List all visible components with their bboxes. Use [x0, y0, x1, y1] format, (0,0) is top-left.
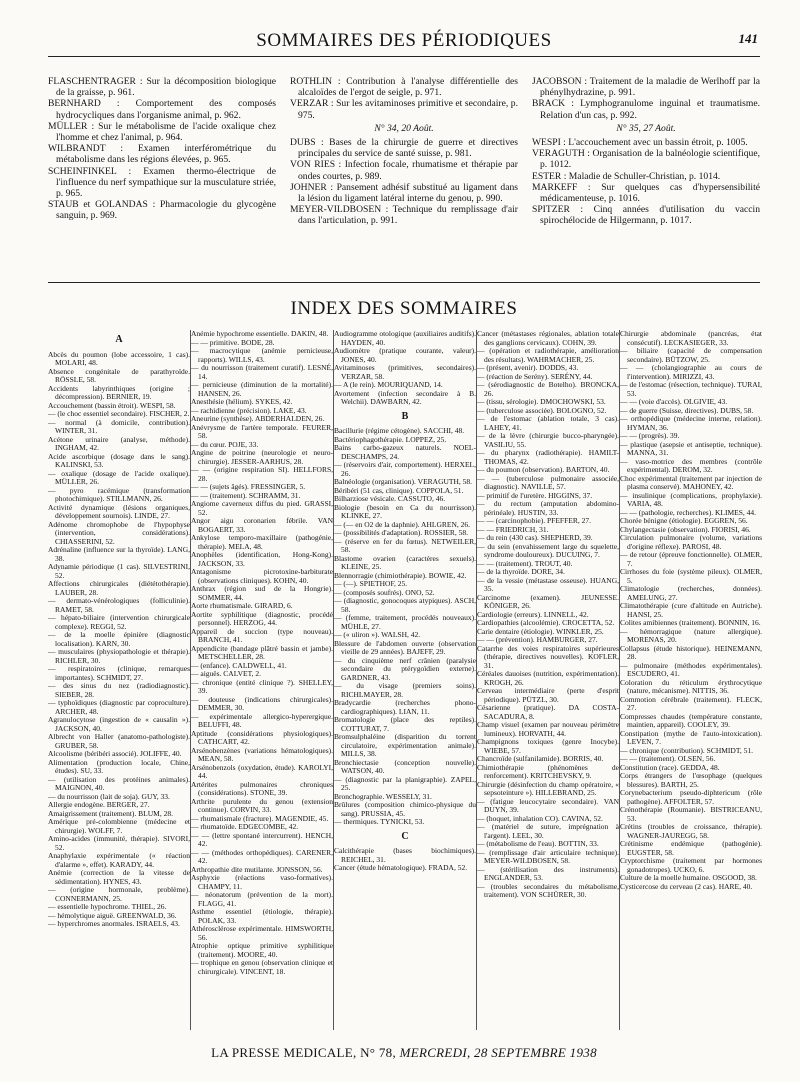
index-entry: — normal (à domicile, contribution). WINTER, 31. — [48, 417, 190, 435]
footer-journal: LA PRESSE MEDICALE, N° 78, — [211, 1045, 397, 1060]
index-entry: — typhoïdiques (diagnostic par coproculture). ARCHER, 48. — [48, 698, 190, 716]
index-entry: Affections chirurgicales (diététothérapie). LAUBER, 28. — [48, 579, 190, 597]
index-entry: Bronchographie. WESSELY, 31. — [334, 791, 432, 801]
index-entry: — de l'estomac (résection, technique). TURAI, 53. — [620, 380, 762, 398]
index-entry: — (remplissage d'air articulaire technique). MEYER-WILDBOSEN, 58. — [477, 847, 619, 865]
index-entry: — de l'estomac (ablation totale, 3 cas). LAHEY, 41. — [477, 414, 619, 432]
index-entry: Anthrax (région sud de la Hongrie). SOMMER, 44. — [191, 584, 333, 602]
index-letter: A — [115, 334, 123, 345]
index-entry: Activité dynamique (lésions organiques, développement sournois). LINDE, 27. — [48, 502, 190, 520]
index-column-5 — [620, 330, 762, 1030]
index-entry: — du cinquième nerf crânien (paralysie secondaire du ptérygoïdien externe). GARDNER, 43. — [334, 655, 476, 682]
index-entry: — (enfance). CALDWELL, 41. — [191, 660, 287, 670]
page-footer — [48, 1045, 760, 1061]
index-entry: — du rectum (amputation abdomino-périnéale). HUSTIN, 33. — [477, 499, 619, 517]
index-entry: Acide ascorbique (dosage dans le sang). KALINSKI, 53. — [48, 451, 190, 469]
index-column-3 — [334, 330, 476, 1030]
index-entry: Aneurine (synthèse). ABDERHALDEN, 26. — [191, 414, 325, 423]
index-entry: Avortement (infection secondaire à B. Welchii). DAWBARN, 42. — [334, 388, 476, 406]
index-entry: Bacillurie (régime cétogène). SACCHI, 48. — [334, 426, 465, 435]
summary-entry: JOHNER : Pansement adhésif substitué au ligament dans la lésion du ligament latéral interne du genou, p. 990. — [290, 181, 518, 205]
index-entry: Arsénobenzènes (variations hématologiques). MEAN, 58. — [191, 745, 333, 763]
index-entry: — (troubles secondaires du métabolisme, traitement). VON SCHÜRER, 30. — [477, 881, 619, 899]
index-entry: — musculaires (physiopathologie et thérapie). RICHLER, 30. — [48, 647, 190, 665]
index-column-2 — [191, 330, 333, 1030]
index-entry: — pulmonaire (méthodes expérimentales). ESCUDERO, 41. — [620, 660, 762, 678]
index-entry: — du visage (premiers soins). RICHLMAYER, 28. — [334, 681, 476, 699]
index-entry: — oxalique (dosage de l'acide oxalique). MÜLLER, 26. — [48, 468, 190, 486]
summary-entry: SPITZER : Cinq années d'utilisation du vaccin spirochélocide de Hilgermann, p. 1017. — [532, 204, 760, 227]
index-entry: Corps étrangers de l'œsophage (quelques blessures). BARTH, 25. — [620, 771, 762, 789]
summary-entry: WILBRANDT : Examen interférométrique du métabolisme dans les régions élevées, p. 965. — [48, 143, 276, 166]
index-entry: — — (sujets âgés). FRESSINGER, 5. — [191, 482, 306, 491]
index-entry: Arthropathie dite mutilante. JONSSON, 56. — [191, 864, 323, 874]
index-entry: — — primitive. BODE, 28. — [191, 337, 275, 347]
index-entry: — — (prévention). HAMBURGER, 27. — [477, 635, 598, 644]
index-entry: Audiomètre (pratique courante, valeur). JONES, 40. — [334, 346, 476, 364]
index-entry: — (réaction de Serény). SERÉNY, 44. — [477, 371, 593, 381]
index-entry: Athérosclérose expérimentale. HIMSWORTH, 56. — [191, 924, 333, 942]
index-entry: Artérites pulmonaires chroniques (considérations). STONE, 39. — [191, 779, 333, 797]
index-entry: — plastique (asepsie et antiseptie, technique). MANNA, 31. — [620, 439, 762, 457]
index-entry: — du pharynx (radiothérapie). HAMILT-THOMAS, 42. — [477, 448, 619, 466]
index-entry: Corynebacterium pseudo-diphtericum (rôle pathogène). AFFOLTER, 57. — [620, 788, 762, 806]
summary-column-1 — [48, 76, 276, 222]
index-entry: Blastome ovarien (caractères sexuels). KLEINE, 25. — [334, 553, 476, 571]
index-entry: — (matériel de suture, imprégnation à l'argent). LEEL, 30. — [477, 822, 619, 840]
index-entry: Bromatologie (place des reptiles). COTTURAT, 7. — [334, 715, 476, 733]
index-entry: Agranulocytose (ingestion de « causalin »). JACKSON, 40. — [48, 715, 190, 733]
index-entry: — hémorragique (nature allergique). MORENAS, 20. — [620, 626, 762, 644]
index-entry: Constitution (race). GEDDA, 48. — [620, 762, 720, 772]
header-rule — [48, 56, 760, 57]
index-entry: — pernicieuse (diminution de la mortalité). HANSEN, 26. — [191, 380, 333, 398]
section-rule — [48, 282, 760, 283]
index-entry: Blennorragie (chimiothérapie). BOWIE, 42. — [334, 570, 467, 580]
index-entry: — A (le rein). MOURIQUAND, 14. — [334, 380, 443, 389]
index-entry: — de la vessie (métastase osseuse). HUANG, 35. — [477, 575, 619, 593]
index-entry: — douteuse (indications chirurgicales). DEMMER, 30. — [191, 694, 333, 712]
index-entry: Angine de poitrine (neurologie et neuro-chirurgie). JESSER-AARHUS, 28. — [191, 448, 333, 466]
index-entry: — (diagnostic, gonocoques atypiques). ASCH, 58. — [334, 596, 476, 614]
index-entry: Culture de la moelle humaine. OSGOOD, 38. — [620, 873, 757, 882]
index-entry: Appareil de succion (type nouveau). BRANCH, 41. — [191, 626, 333, 644]
index-entry: — — (lettre spontané intercurrent). HENCH, 42. — [191, 830, 333, 848]
index-entry: Adrénaline (influence sur la thyroïde). LANG, 38. — [48, 545, 190, 563]
index-entry: — essentielle hypochrome. THIEL, 26. — [48, 902, 167, 911]
index-entry: — (composés soufrés). ONO, 52. — [334, 587, 435, 597]
index-entry: Avitaminoses (primitives, secondaires). VERZAR, 58. — [334, 363, 476, 381]
index-entry: Albrecht von Haller (anatomo-pathologiste). GRUBER, 58. — [48, 732, 190, 750]
issue-date: N° 35, 27 Août. — [616, 122, 676, 134]
index-entry: Acétone urinaire (analyse, méthode). INGHAM, 42. — [48, 434, 190, 452]
index-entry: — — FRIEDRICH, 31. — [477, 524, 549, 534]
index-entry: — (hoquet, inhalation CO). CAVINA, 52. — [477, 813, 603, 823]
index-entry: Asthme essentiel (étiologie, thérapie). POLAK, 33. — [191, 907, 333, 925]
index-entry: Abcès du poumon (lobe accessoire, 1 cas). MOLARI, 48. — [48, 349, 190, 367]
index-entry: — (métabolisme de l'eau). BOTTIN, 33. — [477, 839, 599, 848]
summary-column-3 — [532, 76, 760, 227]
index-column-1 — [48, 330, 190, 1030]
index-entry: — dermato-vénérologiques (folliculinie). RAMET, 58. — [48, 596, 190, 614]
index-entry: Amino-acides (immunité, thérapie). SIVORI, 52. — [48, 834, 190, 852]
index-entry: Adénome chromophobe de l'hypophyse (intervention, considérations). CHIASSERINI, 52. — [48, 519, 190, 546]
index-entry: Atrophie optique primitive syphilitique (traitement). MOORE, 40. — [191, 941, 333, 959]
index-entry: — hémolytique aiguë. GREENWALD, 36. — [48, 910, 177, 920]
index-entry: Appendicite (bandage plâtré bassin et jambe). METSCHELLER, 28. — [191, 643, 333, 661]
index-entry: Cardiologie (erreurs). LINNELL, 42. — [477, 609, 589, 619]
index-entry: Calcithérapie (bases biochimiques). REICHEL, 31. — [334, 846, 476, 864]
index-entry: Amérique pré-colombienne (médecine et chirurgie). WOLFF, 7. — [48, 817, 190, 835]
index-entry: Asphyxie (réactions vaso-formatives). CHAMPY, 11. — [191, 873, 333, 891]
index-entry: Angiome caverneux diffus du pied. GRASSI, 52. — [191, 499, 333, 517]
index-entry: — chronique (contribution). SCHMIDT, 51. — [620, 745, 753, 755]
index-entry: Accouchement (bassin étroit). WESPI, 58. — [48, 400, 176, 410]
index-entry: Cryptorchisme (traitement par hormones gonadotropes). UCKO, 6. — [620, 856, 762, 874]
index-entry: — — (traitement). OLSEN, 56. — [620, 754, 716, 763]
index-entry: Bradycardie (recherches phono-cardiographiques). LIAN, 11. — [334, 698, 476, 716]
summary-entry: ROTHLIN : Contribution à l'analyse différentielle des alcaloïdes de l'ergot de seigle, p. 971. — [290, 76, 518, 99]
index-title: INDEX DES SOMMAIRES — [290, 298, 518, 319]
index-entry: Cancer (métastases régionales, ablation totale des ganglions cervicaux). COHN, 39. — [477, 330, 619, 347]
index-entry: — de retour (épreuve fonctionnelle). OLMER, 7. — [620, 550, 762, 568]
index-entry: Compresses chaudes (température constante, maintien, appareil). COOLEY, 39. — [620, 711, 762, 729]
index-entry: Carie dentaire (étiologie). WINKLER, 25. — [477, 626, 604, 636]
index-entry: — (fatigue leucocytaire secondaire). VAN DUYN, 39. — [477, 796, 619, 814]
index-entry: — respiratoires (clinique, remarques importantes). SCHMIDT, 27. — [48, 664, 190, 682]
index-entry: — des sinus du nez (radiodiagnostic). SIEBER, 28. — [48, 681, 190, 699]
index-entry: — — (voie d'accès). OLGIVIE, 43. — [620, 397, 728, 406]
index-entry: — — (progrès). 39. — [620, 431, 680, 440]
index-entry: — (le choc essentiel secondaire). FISCHER, 2. — [48, 409, 190, 418]
index-entry: — (stérilisation des instruments). ENGLANDER, 53. — [477, 864, 619, 882]
index-entry: — biliaire (capacité de compensation secondaire). BÜTZOW, 25. — [620, 346, 762, 364]
index-entry: — (opération et radiothérapie, amélioration des résultats). WAHRMACHER, 25. — [477, 346, 619, 364]
index-entry: — de la moelle épinière (diagnostic localisation). KARN, 30. — [48, 630, 190, 648]
index-entry: Circulation pulmonaire (volume, variations d'origine réflexe). PAROSI, 48. — [620, 533, 762, 551]
index-entry: Chimiothérapie (phénomènes de renforcement). KRITCHEVSKY, 9. — [477, 762, 619, 780]
index-entry: — de la thyroïde. DORE, 34. — [477, 567, 565, 576]
index-entry: Cysticercose du cerveau (2 cas). HARE, 40. — [620, 881, 753, 891]
index-entry: — rhumatoïde. EDGECOMBE, 42. — [191, 822, 299, 831]
index-entry: Accidents labyrinthiques (origine ; décompression). BERNIER, 19. — [48, 383, 190, 401]
index-entry: — du cœur. POJE, 33. — [191, 439, 259, 449]
summary-entry: VERAGUTH : Organisation de la balnéologie scientifique, p. 1012. — [532, 148, 760, 171]
index-entry: Crénothérapie (Roumanie). BISTRICEANU, 53. — [620, 805, 762, 823]
index-entry: Champignons toxiques (genre Inocybe). WIEBE, 57. — [477, 737, 619, 755]
index-entry: — (diagnostic par la planigraphie). ZAPEL, 25. — [334, 774, 476, 792]
summary-entry: SCHEINFINKEL : Examen thermo-électrique de l'influence du nerf sympathique sur la musculature striée, p. 965. — [48, 165, 276, 200]
summary-entry: VERZAR : Sur les avitaminoses primitive et secondaire, p. 975. — [290, 98, 518, 121]
index-entry: Constipation (mythe de l'auto-intoxication). LEVEN, 7. — [620, 728, 762, 746]
index-entry: — (réserve en fer du fœtus). NETWEILER, 58. — [334, 536, 476, 554]
index-entry: — — (pathologie, recherches). KLIMES, 44. — [620, 507, 757, 517]
index-entry: Cardiopathies (alcoolémie). CROCETTA, 52. — [477, 618, 615, 627]
index-entry: — néonatorum (prévention de la mort). FLAGG, 41. — [191, 890, 333, 908]
index-entry: — (présent, avenir). DODDS, 43. — [477, 363, 579, 372]
index-entry: Angor aigu coronarien fébrile. VAN BOGAERT, 33. — [191, 516, 333, 534]
page-number: 141 — [738, 31, 758, 46]
index-entry: — pyro racémique (transformation photochimique). STILLMANN, 26. — [48, 485, 190, 503]
index-entry: Chancroïde (sulfanilamide). BORRIS, 40. — [477, 754, 604, 763]
index-entry: — — (carcinophobie). PFEFFER, 27. — [477, 516, 591, 525]
index-entry: — — (méthodes orthopédiques). CARENER, 42. — [191, 847, 333, 865]
index-entry: Colites amibiennes (traitement). BONNIN, 16. — [620, 618, 761, 627]
index-entry: — aiguës. CALVET, 2. — [191, 669, 261, 678]
index-entry: — (« uliron »). WALSH, 42. — [334, 630, 421, 639]
index-entry: Commotion cérébrale (traitement). FLECK, 27. — [620, 694, 762, 712]
index-entry: Collapsus (étude historique). HEINEMANN, 28. — [620, 643, 762, 661]
index-entry: Anémie (correction de la vitesse de sédimentation). HYNES, 43. — [48, 868, 190, 886]
index-entry: Céréales dauoises (nutrition, expérimentation). KROGH, 26. — [477, 669, 619, 687]
index-entry: Aorte rhumatismale. GIRARD, 6. — [191, 601, 293, 610]
index-entry: — (réservoirs d'air, comportement). HERXEL, 26. — [334, 460, 476, 478]
index-entry: — macrocytique (anémie pernicieuse, rapports). WILLS, 43. — [191, 346, 333, 364]
index-entry: — (— en O2 de la daphnie). AHLGREN, 26. — [334, 519, 471, 529]
summary-entry: BRACK : Lymphogranulome inguinal et traumatisme. Relation d'un cas, p. 992. — [532, 98, 760, 121]
index-entry: Coloration du réticulum érythrocytique (nature, mécanisme). NITTIS, 36. — [620, 677, 762, 695]
index-entry: Bactériophagothérapie. LOPPEZ, 25. — [334, 434, 447, 444]
summary-entry: MÜLLER : Sur le métabolisme de l'acide oxalique chez l'homme et chez l'animal, p. 964. — [48, 120, 276, 144]
index-entry: Antagonisme picrotoxine-barbiturate (observations cliniques). KOHN, 40. — [191, 567, 333, 585]
index-entry: — (tuberculose associée). BOLOGNO, 52. — [477, 405, 607, 415]
periodical-summaries — [48, 76, 760, 266]
index-entry: — du rein (430 cas). SHEPHERD, 39. — [477, 533, 593, 542]
index-entry: Bronchiectasie (conception nouvelle). WATSON, 40. — [334, 757, 476, 775]
index-entry: — chronique (entité clinique ?). SHELLEY, 39. — [191, 677, 333, 695]
index-entry: Brûlures (composition chimico-physique du sang). PRUSSIA, 45. — [334, 800, 476, 818]
index-entry: Ankylose temporo-maxillaire (pathogénie, thérapie). MELA, 48. — [191, 533, 333, 551]
index-entry: Anévrysme de l'artère temporale. FEURER, 58. — [191, 422, 333, 440]
summary-entry: BERNHARD : Comportement des composés hydrocycliques dans l'organisme animal, p. 962. — [48, 98, 276, 121]
index-entry: — rachidienne (précision). LAKE, 43. — [191, 405, 307, 415]
index-entry: — — (traitement). TROUT, 40. — [477, 558, 573, 568]
index-entry: Anesthésie (hélium). SYKES, 42. — [191, 397, 293, 406]
index-entry: — orthopédique (médecine interne, relation). HYMAN, 36. — [620, 414, 762, 432]
index-entry: — du sein (envahissement large du squelette, syndrome douloureux). DUCUING, 7. — [477, 541, 619, 559]
index-entry: Anaphylaxie expérimentale (« réaction d'alarme », effet). KARADY, 44. — [48, 851, 190, 869]
index-entry: — (sérodiagnostic de Botelho). BRONCKA, 26. — [477, 380, 619, 398]
index-entry: — rhumatismale (fracture). MAGENDIE, 45. — [191, 813, 329, 823]
index-column-4 — [477, 330, 619, 1030]
index-entry: — de guerre (Suisse, directives). DUBS, 58. — [620, 405, 754, 415]
summary-entry: VON RIES : Infection focale, rhumatisme et thérapie par ondes courtes, p. 989. — [290, 159, 518, 182]
index-entry: Cancer (étude hématologique). FRADA, 52. — [334, 863, 468, 872]
page-title: SOMMAIRES DES PÉRIODIQUES — [256, 30, 552, 51]
index-entry: Chirurgie abdominale (pancréas, état consécutif). LECKASIEGER, 33. — [620, 330, 762, 347]
index-entry: — hyperchromes anormales. ISRAELS, 43. — [48, 919, 180, 928]
index-entry: — hépato-biliaire (intervention chirurgicale complexe). REGGI, 52. — [48, 613, 190, 631]
index-entry: Cerveau intermédiaire (perte d'esprit périodique). PÜTZL, 30. — [477, 686, 619, 704]
index-entry: — de la lèvre (chirurgie bucco-pharyngée). VASILIU, 55. — [477, 431, 619, 449]
index-entry: — trophique en genou (observation clinique et chirurgicale). VINCENT, 18. — [191, 958, 333, 976]
index-entry: Blessure de l'abdomen ouverte (observation vieille de 29 années). BAJEFF, 29. — [334, 638, 476, 656]
summary-entry: FLASCHENTRAGER : Sur la décomposition biologique de la graisse, p. 961. — [48, 76, 276, 99]
index-entry: — — (traitement). SCHRAMM, 31. — [191, 490, 301, 500]
index-entry: — (tissu, sérologie). DMOCHOWSKI, 53. — [477, 397, 606, 406]
summary-column-2 — [290, 76, 518, 227]
index-entry: Climatologie (recherches, données). AMELUNG, 27. — [620, 584, 762, 602]
index-entry: Absence congénitale de parathyroïde. RÖSSLE, 58. — [48, 366, 190, 384]
index-entry: Adynamie périodique (1 cas). SILVESTRINI, 52. — [48, 562, 190, 580]
index-entry: Arsénobenzols (oxydation, étude). KAROLYI, 44. — [191, 762, 333, 780]
footer-date: MERCREDI, 28 SEPTEMBRE 1938 — [399, 1045, 597, 1060]
index-entry: Audiogramme otologique (auxiliaires auditifs). HAYDEN, 40. — [334, 330, 476, 347]
index-entry: — vaso-motrice des membres (contrôle expérimental). DEROM, 32. — [620, 456, 762, 474]
summary-entry: ESTER : Maladie de Schuller-Christian, p. 1014. — [532, 170, 721, 182]
index-entry: — insulinique (complications, prophylaxie). VARIA, 48. — [620, 490, 762, 508]
index-entry: Carcinome (examen). JEUNESSE. KÖNIGER, 26. — [477, 592, 619, 610]
index-entry: Anophèles (identification, Hong-Kong). JACKSON, 33. — [191, 550, 333, 568]
summary-entry: MARKEFF : Sur quelques cas d'hypersensibilité médicamenteuse, p. 1016. — [532, 181, 760, 205]
index-entry: Aptitude (considérations physiologiques). CATHCART, 42. — [191, 728, 333, 746]
index-columns — [48, 330, 760, 1030]
index-entry: Bains carbo-gazeux naturels. NOEL-DESCHAMPS, 24. — [334, 443, 476, 461]
index-entry: Bilharziose vésicale. CASSUTO, 46. — [334, 494, 446, 503]
issue-date: N° 34, 20 Août. — [374, 122, 434, 134]
index-entry: Arthrite purulente du genou (extension continue). CORVIN, 33. — [191, 796, 333, 814]
index-entry: Biologie (besoin en Ca du nourrisson). KLINKE, 27. — [334, 502, 476, 520]
index-entry: — (possibilités d'adaptation). ROSSIER, 58. — [334, 528, 469, 537]
summary-entry: STAUB et GOLANDAS : Pharmacologie du glycogène sanguin, p. 969. — [48, 199, 276, 222]
index-entry: Chirurgie (désinfection du champ opératoire, « sepsoteinture »). HILLEBRAND, 25. — [477, 779, 619, 797]
index-entry: Catarrhe des voies respiratoires supérieures (thérapie, directives nouvelles). KOFLER, 31. — [477, 643, 619, 670]
summary-entry: JACOBSON : Traitement de la maladie de Werlhoff par la phénylhydrazine, p. 991. — [532, 76, 760, 99]
index-entry: — — (origine respiration SI). HELLFORS, 28. — [191, 465, 333, 483]
index-letter: B — [401, 410, 409, 422]
index-entry: Césarienne (pratique). DA COSTA-SACADURA, 8. — [477, 703, 619, 721]
index-entry: — — (tuberculose pulmonaire associée, diagnostic). NAVILLE, 57. — [477, 473, 619, 491]
index-entry: — expérimentale allergico-hyperergique. BELUFFI, 48. — [191, 711, 333, 729]
index-entry: Champ visuel (examen par nouveau périmètre lumineux). HORVATH, 44. — [477, 720, 619, 738]
index-entry: Amaigrissement (traitement). BLUM, 28. — [48, 808, 173, 818]
index-entry: — (—). SPIETHOF, 25. — [334, 579, 408, 588]
index-entry: Crétinisme endémique (pathogénie). EUGSTER, 58. — [620, 839, 762, 857]
index-entry: — du poumon (observation). BARTON, 40. — [477, 465, 610, 474]
index-entry: — (utilisation des protéines animales). MAIGNON, 40. — [48, 774, 190, 792]
index-entry: Crétins (troubles de croissance, thérapie). WAGNER-JAUREGG, 58. — [620, 822, 762, 840]
index-entry: Alcoolisme (béribéri associé). JOLIFFE, 40. — [48, 749, 182, 758]
index-entry: — primitif de l'uretère. HIGGINS, 37. — [477, 490, 593, 500]
summary-entry: DUBS : Bases de la chirurgie de guerre et directives principales du service de santé suisse, p. 981. — [290, 137, 518, 160]
index-entry: Aortite syphilitique (diagnostic, procédé personnel). HERZOG, 44. — [191, 609, 333, 627]
index-entry: Chorée bénigne (étiologie). EGGREN, 56. — [620, 516, 748, 525]
index-entry: — du nourrisson (lait de soja). GUY, 33. — [48, 791, 170, 801]
summary-entry: WESPI : L'accouchement avec un bassin étroit, p. 1005. — [532, 137, 748, 149]
index-letter: C — [401, 830, 409, 842]
index-entry: — (femme, traitement, procédés nouveaux). MÜHLE, 27. — [334, 613, 476, 631]
index-entry: Chylangectasie (observation). FIORISI, 46. — [620, 524, 751, 534]
index-entry: Climatothérapie (cure d'altitude en Autriche). HANSI, 25. — [620, 601, 762, 619]
index-entry: — du nourrisson (traitement curatif). LESNÉ, 14. — [191, 363, 333, 381]
index-entry: Alimentation (production locale, Chine, études). SU, 33. — [48, 757, 190, 775]
index-entry: Béribéri (51 cas, clinique). COPPOLA, 51. — [334, 485, 464, 495]
index-entry: Anémie hypochrome essentielle. DAKIN, 48. — [191, 330, 329, 338]
index-entry: Cirrhoses du foie (système pileux). OLMER, 5. — [620, 567, 762, 585]
summary-entry: MEYER-VILDBOSEN : Technique du remplissage d'air dans l'articulation, p. 991. — [290, 204, 518, 227]
index-entry: Bromsulphaléine (disparition du torrent circulatoire, expérimentation animale). MILLS, 38. — [334, 732, 476, 758]
index-entry: — (origine hormonale, problème). CONNERMANN, 25. — [48, 885, 190, 903]
index-entry: — thermiques. TYNICKI, 53. — [334, 817, 425, 826]
index-entry: — — (cholangiographie au cours de l'intervention). MIRIZZI, 43. — [620, 363, 762, 381]
index-entry: Choc expérimental (traitement par injection de plasma conservé). MAHONEY, 42. — [620, 473, 762, 491]
index-entry: Allergie endogène. BERGER, 27. — [48, 800, 150, 809]
page-header — [48, 28, 760, 52]
index-entry: Balnéologie (organisation). VERAGUTH, 58. — [334, 477, 473, 486]
